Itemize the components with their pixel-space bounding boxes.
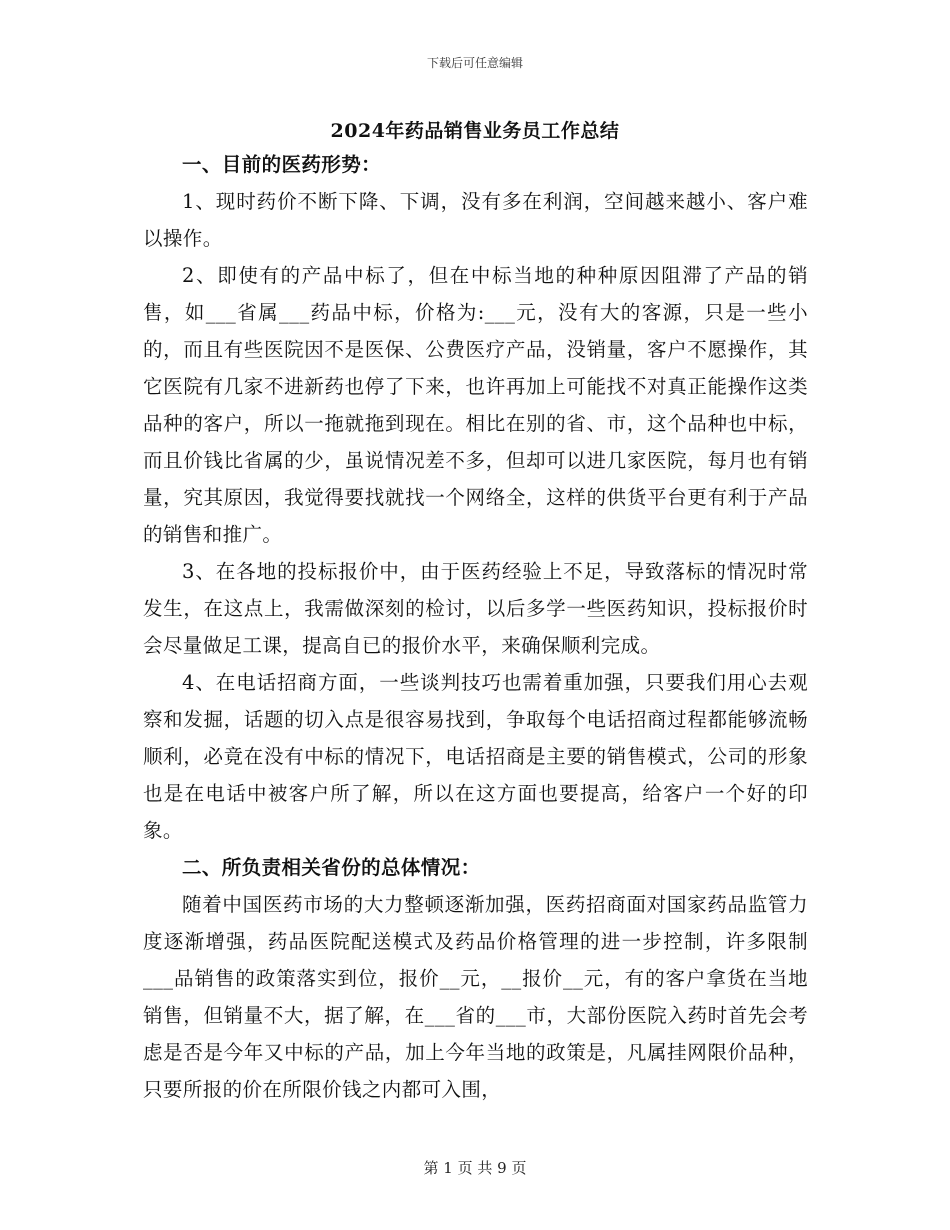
header-note: 下载后可任意编辑: [426, 56, 523, 70]
paragraph-1-4: 4、在电话招商方面，一些谈判技巧也需着重加强，只要我们用心去观察和发掘，话题的切入点是很容易找到，争取每个电话招商过程都能够流畅顺利，必竟在没有中标的情况下，电话招商是主要的销售模式，公司的形象也是在电话中被客户所了解，所以在这方面也要提高，给客户一个好的印象。: [143, 671, 808, 842]
document-body: [143, 146, 808, 1108]
page-number: 第 1 页 共 9 页: [423, 1159, 527, 1177]
section-heading-1: 一、目前的医药形势：: [182, 153, 382, 176]
paragraph-1-1: 1、现时药价不断下降、下调，没有多在利润，空间越来越小、客户难以操作。: [143, 190, 808, 250]
paragraph-2-1: 随着中国医药市场的大力整顿逐渐加强，医药招商面对国家药品监管力度逐渐增强，药品医院配送模式及药品价格管理的进一步控制，许多限制___品销售的政策落实到位，报价__元，__报价__元，有的客户拿货在当地销售，但销量不大，据了解，在___省的___市，大部份医院入药时首先会考虑是否是今年又中标的产品，加上今年当地的政策是，凡属挂网限价品种，只要所报的价在所限价钱之内都可入围，: [143, 893, 808, 1101]
paragraph-1-2: 2、即使有的产品中标了，但在中标当地的种种原因阻滞了产品的销售，如___省属___药品中标，价格为:___元，没有大的客源，只是一些小的，而且有些医院因不是医保、公费医疗产品，没销量，客户不愿操作，其它医院有几家不进新药也停了下来，也许再加上可能找不对真正能操作这类品种的客户，所以一拖就拖到现在。相比在别的省、市，这个品种也中标，而且价钱比省属的少，虽说情况差不多，但却可以进几家医院，每月也有销量，究其原因，我觉得要找就找一个网络全，这样的供货平台更有利于产品的销售和推广。: [143, 264, 808, 546]
section-heading-2: 二、所负责相关省份的总体情况：: [182, 856, 481, 879]
paragraph-1-3: 3、在各地的投标报价中，由于医药经验上不足，导致落标的情况时常发生，在这点上，我需做深刻的检讨，以后多学一些医药知识，投标报价时会尽量做足工课，提高自已的报价水平，来确保顺利完成。: [143, 560, 808, 657]
document-title: 2024年药品销售业务员工作总结: [330, 120, 620, 142]
